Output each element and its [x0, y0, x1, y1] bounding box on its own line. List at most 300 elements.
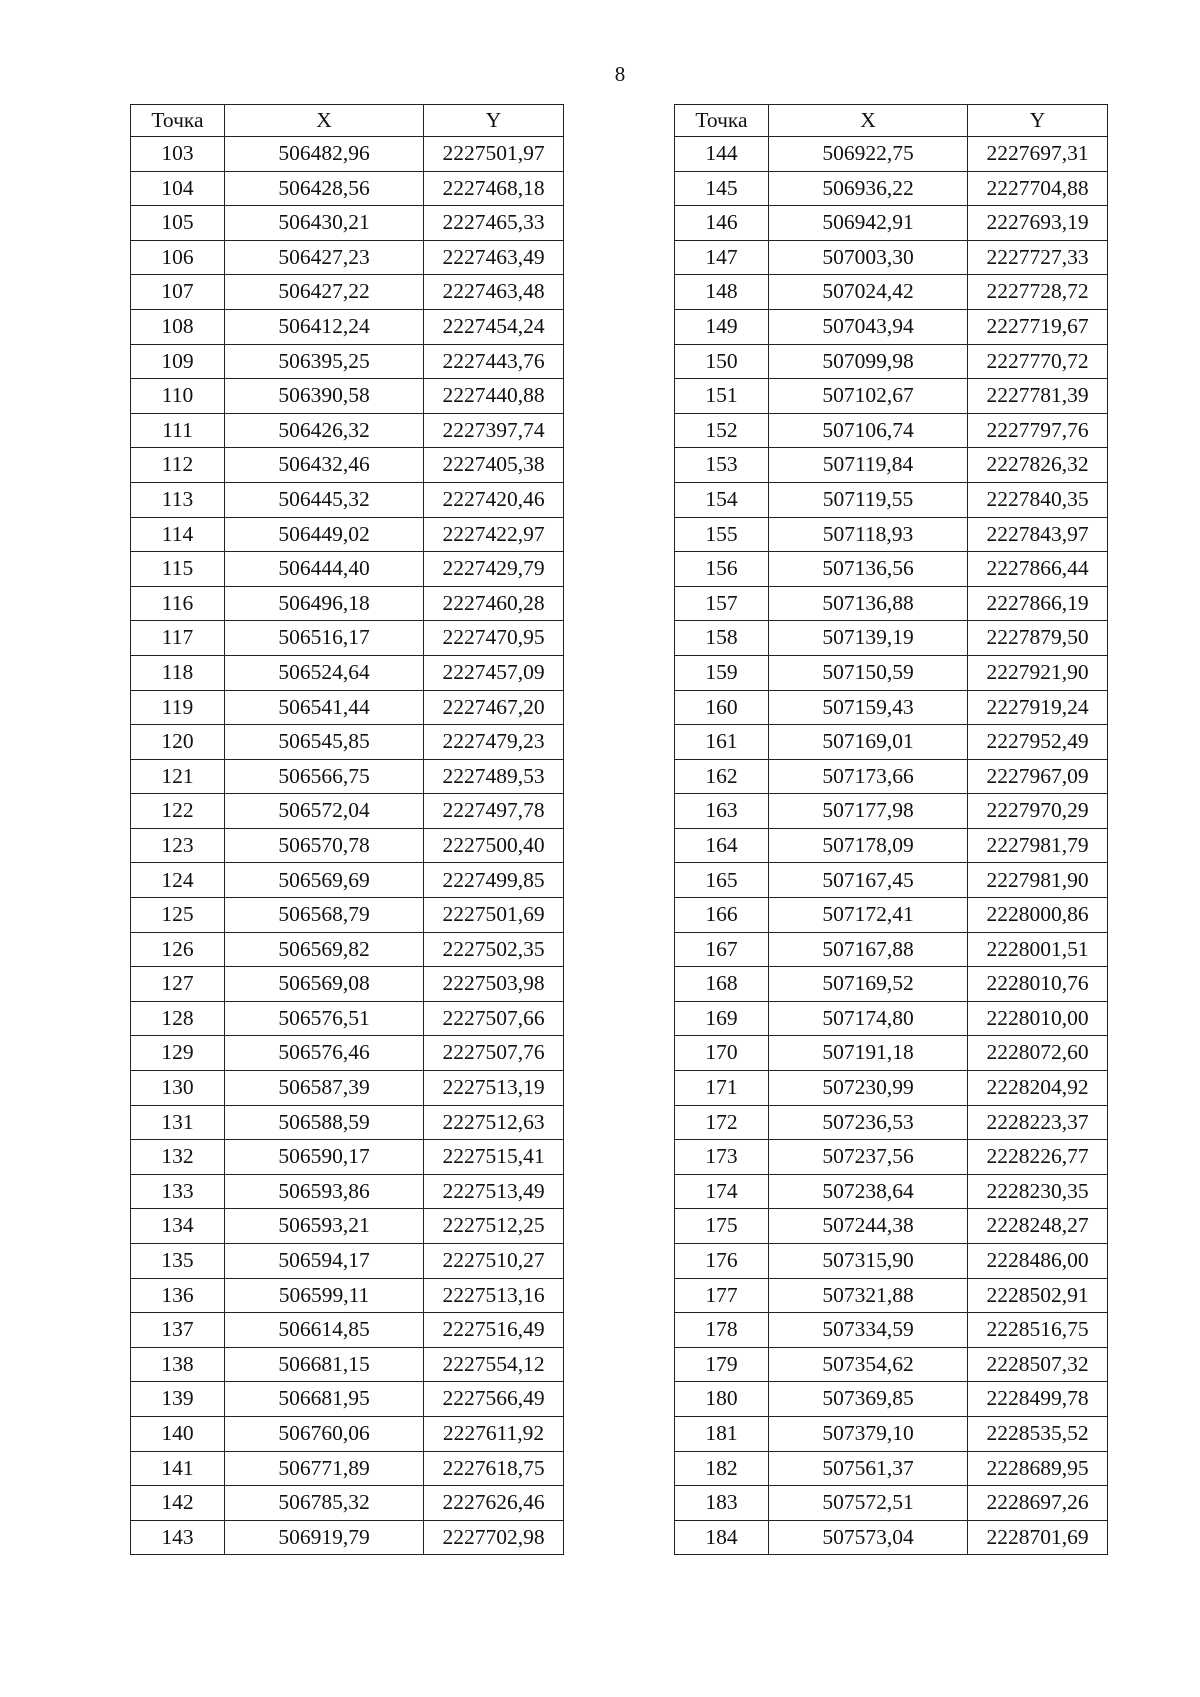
table-row	[131, 586, 564, 621]
table-row	[675, 1244, 1108, 1279]
y-cell: 2227515,41	[424, 1140, 564, 1175]
x-cell: 507172,41	[769, 898, 968, 933]
y-cell: 2227513,19	[424, 1071, 564, 1106]
table-row	[675, 1174, 1108, 1209]
point-cell: 147	[675, 240, 769, 275]
point-cell: 183	[675, 1486, 769, 1521]
point-cell: 162	[675, 759, 769, 794]
table-row	[131, 275, 564, 310]
point-cell: 148	[675, 275, 769, 310]
x-cell: 507379,10	[769, 1416, 968, 1451]
table-row	[131, 967, 564, 1002]
y-cell: 2227467,20	[424, 690, 564, 725]
y-cell: 2227500,40	[424, 828, 564, 863]
x-cell: 506482,96	[225, 137, 424, 172]
x-cell: 506569,08	[225, 967, 424, 1002]
point-cell: 171	[675, 1071, 769, 1106]
point-cell: 131	[131, 1105, 225, 1140]
table-row	[675, 1382, 1108, 1417]
y-cell: 2227866,19	[968, 586, 1108, 621]
table-row	[131, 1313, 564, 1348]
y-cell: 2228486,00	[968, 1244, 1108, 1279]
y-cell: 2227866,44	[968, 552, 1108, 587]
y-cell: 2227879,50	[968, 621, 1108, 656]
point-cell: 112	[131, 448, 225, 483]
x-cell: 506614,85	[225, 1313, 424, 1348]
y-cell: 2227826,32	[968, 448, 1108, 483]
x-cell: 506590,17	[225, 1140, 424, 1175]
y-cell: 2227719,67	[968, 309, 1108, 344]
point-cell: 138	[131, 1347, 225, 1382]
x-cell: 507159,43	[769, 690, 968, 725]
table-row	[675, 379, 1108, 414]
x-cell: 507139,19	[769, 621, 968, 656]
x-cell: 506426,32	[225, 413, 424, 448]
x-cell: 506428,56	[225, 171, 424, 206]
point-cell: 151	[675, 379, 769, 414]
y-cell: 2227422,97	[424, 517, 564, 552]
y-cell: 2228072,60	[968, 1036, 1108, 1071]
x-cell: 507238,64	[769, 1174, 968, 1209]
point-cell: 166	[675, 898, 769, 933]
y-cell: 2227501,69	[424, 898, 564, 933]
x-cell: 507106,74	[769, 413, 968, 448]
table-row	[675, 448, 1108, 483]
point-cell: 111	[131, 413, 225, 448]
table-row	[675, 1486, 1108, 1521]
x-cell: 506919,79	[225, 1520, 424, 1555]
x-cell: 506588,59	[225, 1105, 424, 1140]
point-cell: 159	[675, 655, 769, 690]
table-row	[131, 1244, 564, 1279]
coordinates-table-right	[674, 104, 1108, 1555]
point-cell: 125	[131, 898, 225, 933]
y-cell: 2227512,25	[424, 1209, 564, 1244]
table-row	[675, 967, 1108, 1002]
table-row	[131, 482, 564, 517]
point-cell: 144	[675, 137, 769, 172]
x-cell: 506922,75	[769, 137, 968, 172]
x-cell: 506395,25	[225, 344, 424, 379]
table-row	[675, 828, 1108, 863]
x-cell: 507177,98	[769, 794, 968, 829]
table-row	[131, 206, 564, 241]
y-cell: 2227468,18	[424, 171, 564, 206]
table-row	[675, 1278, 1108, 1313]
x-cell: 506570,78	[225, 828, 424, 863]
y-cell: 2228230,35	[968, 1174, 1108, 1209]
y-cell: 2227479,23	[424, 725, 564, 760]
point-cell: 110	[131, 379, 225, 414]
table-row	[675, 932, 1108, 967]
table-row	[675, 759, 1108, 794]
table-row	[675, 309, 1108, 344]
point-cell: 158	[675, 621, 769, 656]
x-cell: 506576,46	[225, 1036, 424, 1071]
x-cell: 506516,17	[225, 621, 424, 656]
x-cell: 506449,02	[225, 517, 424, 552]
y-cell: 2228701,69	[968, 1520, 1108, 1555]
table-row	[131, 828, 564, 863]
header-point: Точка	[131, 105, 225, 137]
point-cell: 178	[675, 1313, 769, 1348]
table-row	[131, 1071, 564, 1106]
table-row	[131, 379, 564, 414]
table-row	[675, 1416, 1108, 1451]
y-cell: 2227554,12	[424, 1347, 564, 1382]
table-row	[675, 517, 1108, 552]
table-row	[675, 552, 1108, 587]
y-cell: 2227502,35	[424, 932, 564, 967]
table-row	[131, 1278, 564, 1313]
table-row	[675, 240, 1108, 275]
x-cell: 506496,18	[225, 586, 424, 621]
y-cell: 2227770,72	[968, 344, 1108, 379]
point-cell: 169	[675, 1001, 769, 1036]
x-cell: 506760,06	[225, 1416, 424, 1451]
table-row	[131, 517, 564, 552]
table-row	[675, 1105, 1108, 1140]
table-row	[675, 1036, 1108, 1071]
table-row	[131, 725, 564, 760]
y-cell: 2227704,88	[968, 171, 1108, 206]
table-row	[675, 1451, 1108, 1486]
x-cell: 506445,32	[225, 482, 424, 517]
y-cell: 2227489,53	[424, 759, 564, 794]
table-row	[131, 1001, 564, 1036]
table-row	[675, 482, 1108, 517]
table-row	[675, 794, 1108, 829]
x-cell: 506569,82	[225, 932, 424, 967]
x-cell: 507119,55	[769, 482, 968, 517]
y-cell: 2227981,79	[968, 828, 1108, 863]
point-cell: 105	[131, 206, 225, 241]
x-cell: 506594,17	[225, 1244, 424, 1279]
table-row	[131, 1486, 564, 1521]
y-cell: 2227470,95	[424, 621, 564, 656]
x-cell: 506593,86	[225, 1174, 424, 1209]
table-row	[675, 1313, 1108, 1348]
x-cell: 506587,39	[225, 1071, 424, 1106]
point-cell: 184	[675, 1520, 769, 1555]
point-cell: 182	[675, 1451, 769, 1486]
x-cell: 506568,79	[225, 898, 424, 933]
table-row	[131, 794, 564, 829]
x-cell: 506545,85	[225, 725, 424, 760]
x-cell: 506572,04	[225, 794, 424, 829]
point-cell: 133	[131, 1174, 225, 1209]
y-cell: 2227405,38	[424, 448, 564, 483]
x-cell: 507354,62	[769, 1347, 968, 1382]
x-cell: 506390,58	[225, 379, 424, 414]
point-cell: 137	[131, 1313, 225, 1348]
point-cell: 173	[675, 1140, 769, 1175]
table-row	[675, 1140, 1108, 1175]
x-cell: 507118,93	[769, 517, 968, 552]
header-y: Y	[968, 105, 1108, 137]
y-cell: 2227463,49	[424, 240, 564, 275]
table-row	[131, 1105, 564, 1140]
x-cell: 507169,52	[769, 967, 968, 1002]
table-row	[131, 552, 564, 587]
point-cell: 136	[131, 1278, 225, 1313]
x-cell: 507369,85	[769, 1382, 968, 1417]
point-cell: 128	[131, 1001, 225, 1036]
x-cell: 507237,56	[769, 1140, 968, 1175]
point-cell: 176	[675, 1244, 769, 1279]
x-cell: 507315,90	[769, 1244, 968, 1279]
table-row	[131, 690, 564, 725]
y-cell: 2227512,63	[424, 1105, 564, 1140]
table-row	[675, 344, 1108, 379]
x-cell: 507003,30	[769, 240, 968, 275]
y-cell: 2227981,90	[968, 863, 1108, 898]
y-cell: 2227728,72	[968, 275, 1108, 310]
y-cell: 2227781,39	[968, 379, 1108, 414]
x-cell: 506444,40	[225, 552, 424, 587]
y-cell: 2227454,24	[424, 309, 564, 344]
y-cell: 2227727,33	[968, 240, 1108, 275]
table-row	[675, 1071, 1108, 1106]
point-cell: 174	[675, 1174, 769, 1209]
x-cell: 506785,32	[225, 1486, 424, 1521]
y-cell: 2228000,86	[968, 898, 1108, 933]
point-cell: 106	[131, 240, 225, 275]
point-cell: 152	[675, 413, 769, 448]
point-cell: 143	[131, 1520, 225, 1555]
y-cell: 2227693,19	[968, 206, 1108, 241]
y-cell: 2227397,74	[424, 413, 564, 448]
point-cell: 127	[131, 967, 225, 1002]
point-cell: 135	[131, 1244, 225, 1279]
point-cell: 146	[675, 206, 769, 241]
y-cell: 2227611,92	[424, 1416, 564, 1451]
table-header-row	[675, 105, 1108, 137]
x-cell: 507136,88	[769, 586, 968, 621]
point-cell: 155	[675, 517, 769, 552]
point-cell: 121	[131, 759, 225, 794]
table-row	[131, 413, 564, 448]
x-cell: 507174,80	[769, 1001, 968, 1036]
point-cell: 132	[131, 1140, 225, 1175]
y-cell: 2228223,37	[968, 1105, 1108, 1140]
y-cell: 2227697,31	[968, 137, 1108, 172]
point-cell: 164	[675, 828, 769, 863]
table-row	[675, 655, 1108, 690]
table-row	[131, 1140, 564, 1175]
table-row	[675, 586, 1108, 621]
table-row	[131, 1416, 564, 1451]
y-cell: 2227970,29	[968, 794, 1108, 829]
point-cell: 120	[131, 725, 225, 760]
point-cell: 168	[675, 967, 769, 1002]
table-header-row	[131, 105, 564, 137]
x-cell: 506427,23	[225, 240, 424, 275]
point-cell: 150	[675, 344, 769, 379]
x-cell: 506936,22	[769, 171, 968, 206]
table-row	[675, 206, 1108, 241]
point-cell: 165	[675, 863, 769, 898]
point-cell: 118	[131, 655, 225, 690]
y-cell: 2227501,97	[424, 137, 564, 172]
x-cell: 507024,42	[769, 275, 968, 310]
table-row	[131, 1520, 564, 1555]
y-cell: 2228499,78	[968, 1382, 1108, 1417]
table-row	[131, 655, 564, 690]
table-row	[131, 1347, 564, 1382]
y-cell: 2227503,98	[424, 967, 564, 1002]
y-cell: 2227465,33	[424, 206, 564, 241]
table-row	[131, 621, 564, 656]
table-row	[675, 275, 1108, 310]
point-cell: 142	[131, 1486, 225, 1521]
x-cell: 507167,45	[769, 863, 968, 898]
table-row	[131, 759, 564, 794]
y-cell: 2227843,97	[968, 517, 1108, 552]
y-cell: 2228001,51	[968, 932, 1108, 967]
point-cell: 117	[131, 621, 225, 656]
y-cell: 2228226,77	[968, 1140, 1108, 1175]
table-row	[675, 137, 1108, 172]
point-cell: 175	[675, 1209, 769, 1244]
point-cell: 180	[675, 1382, 769, 1417]
table-row	[675, 1347, 1108, 1382]
table-row	[675, 725, 1108, 760]
x-cell: 507102,67	[769, 379, 968, 414]
page-number: 8	[614, 62, 626, 86]
table-row	[131, 171, 564, 206]
point-cell: 179	[675, 1347, 769, 1382]
x-cell: 506599,11	[225, 1278, 424, 1313]
point-cell: 134	[131, 1209, 225, 1244]
x-cell: 507244,38	[769, 1209, 968, 1244]
point-cell: 126	[131, 932, 225, 967]
table-row	[675, 1520, 1108, 1555]
point-cell: 163	[675, 794, 769, 829]
table-row	[675, 898, 1108, 933]
x-cell: 507136,56	[769, 552, 968, 587]
x-cell: 507572,51	[769, 1486, 968, 1521]
y-cell: 2227457,09	[424, 655, 564, 690]
table-row	[131, 1382, 564, 1417]
y-cell: 2227460,28	[424, 586, 564, 621]
x-cell: 507150,59	[769, 655, 968, 690]
y-cell: 2227618,75	[424, 1451, 564, 1486]
table-row	[131, 1209, 564, 1244]
point-cell: 149	[675, 309, 769, 344]
x-cell: 507191,18	[769, 1036, 968, 1071]
x-cell: 507119,84	[769, 448, 968, 483]
table-row	[675, 863, 1108, 898]
x-cell: 506541,44	[225, 690, 424, 725]
y-cell: 2227797,76	[968, 413, 1108, 448]
y-cell: 2227499,85	[424, 863, 564, 898]
table-row	[131, 137, 564, 172]
x-cell: 507334,59	[769, 1313, 968, 1348]
y-cell: 2227513,49	[424, 1174, 564, 1209]
y-cell: 2227507,66	[424, 1001, 564, 1036]
point-cell: 104	[131, 171, 225, 206]
y-cell: 2227420,46	[424, 482, 564, 517]
x-cell: 506942,91	[769, 206, 968, 241]
point-cell: 153	[675, 448, 769, 483]
point-cell: 145	[675, 171, 769, 206]
point-cell: 177	[675, 1278, 769, 1313]
y-cell: 2227626,46	[424, 1486, 564, 1521]
table-row	[131, 1036, 564, 1071]
point-cell: 157	[675, 586, 769, 621]
point-cell: 140	[131, 1416, 225, 1451]
y-cell: 2227921,90	[968, 655, 1108, 690]
x-cell: 506681,95	[225, 1382, 424, 1417]
y-cell: 2228535,52	[968, 1416, 1108, 1451]
point-cell: 109	[131, 344, 225, 379]
header-x: X	[769, 105, 968, 137]
x-cell: 507561,37	[769, 1451, 968, 1486]
x-cell: 507230,99	[769, 1071, 968, 1106]
header-point: Точка	[675, 105, 769, 137]
table-row	[131, 1174, 564, 1209]
point-cell: 129	[131, 1036, 225, 1071]
coordinates-table-left	[130, 104, 564, 1555]
table-row	[131, 344, 564, 379]
x-cell: 506412,24	[225, 309, 424, 344]
x-cell: 507178,09	[769, 828, 968, 863]
table-row	[131, 863, 564, 898]
y-cell: 2228516,75	[968, 1313, 1108, 1348]
point-cell: 122	[131, 794, 225, 829]
point-cell: 141	[131, 1451, 225, 1486]
table-row	[131, 1451, 564, 1486]
y-cell: 2227566,49	[424, 1382, 564, 1417]
y-cell: 2227429,79	[424, 552, 564, 587]
table-row	[675, 171, 1108, 206]
point-cell: 114	[131, 517, 225, 552]
point-cell: 119	[131, 690, 225, 725]
point-cell: 116	[131, 586, 225, 621]
point-cell: 181	[675, 1416, 769, 1451]
y-cell: 2228204,92	[968, 1071, 1108, 1106]
point-cell: 130	[131, 1071, 225, 1106]
y-cell: 2227507,76	[424, 1036, 564, 1071]
y-cell: 2227497,78	[424, 794, 564, 829]
x-cell: 507099,98	[769, 344, 968, 379]
x-cell: 507236,53	[769, 1105, 968, 1140]
y-cell: 2227516,49	[424, 1313, 564, 1348]
point-cell: 160	[675, 690, 769, 725]
y-cell: 2227510,27	[424, 1244, 564, 1279]
point-cell: 139	[131, 1382, 225, 1417]
table-row	[675, 1209, 1108, 1244]
table-row	[675, 413, 1108, 448]
x-cell: 507167,88	[769, 932, 968, 967]
x-cell: 506771,89	[225, 1451, 424, 1486]
y-cell: 2227513,16	[424, 1278, 564, 1313]
point-cell: 124	[131, 863, 225, 898]
x-cell: 507169,01	[769, 725, 968, 760]
y-cell: 2228010,00	[968, 1001, 1108, 1036]
x-cell: 507043,94	[769, 309, 968, 344]
y-cell: 2227443,76	[424, 344, 564, 379]
point-cell: 167	[675, 932, 769, 967]
y-cell: 2228248,27	[968, 1209, 1108, 1244]
y-cell: 2228689,95	[968, 1451, 1108, 1486]
y-cell: 2227952,49	[968, 725, 1108, 760]
y-cell: 2228697,26	[968, 1486, 1108, 1521]
y-cell: 2228507,32	[968, 1347, 1108, 1382]
table-row	[131, 448, 564, 483]
y-cell: 2227463,48	[424, 275, 564, 310]
